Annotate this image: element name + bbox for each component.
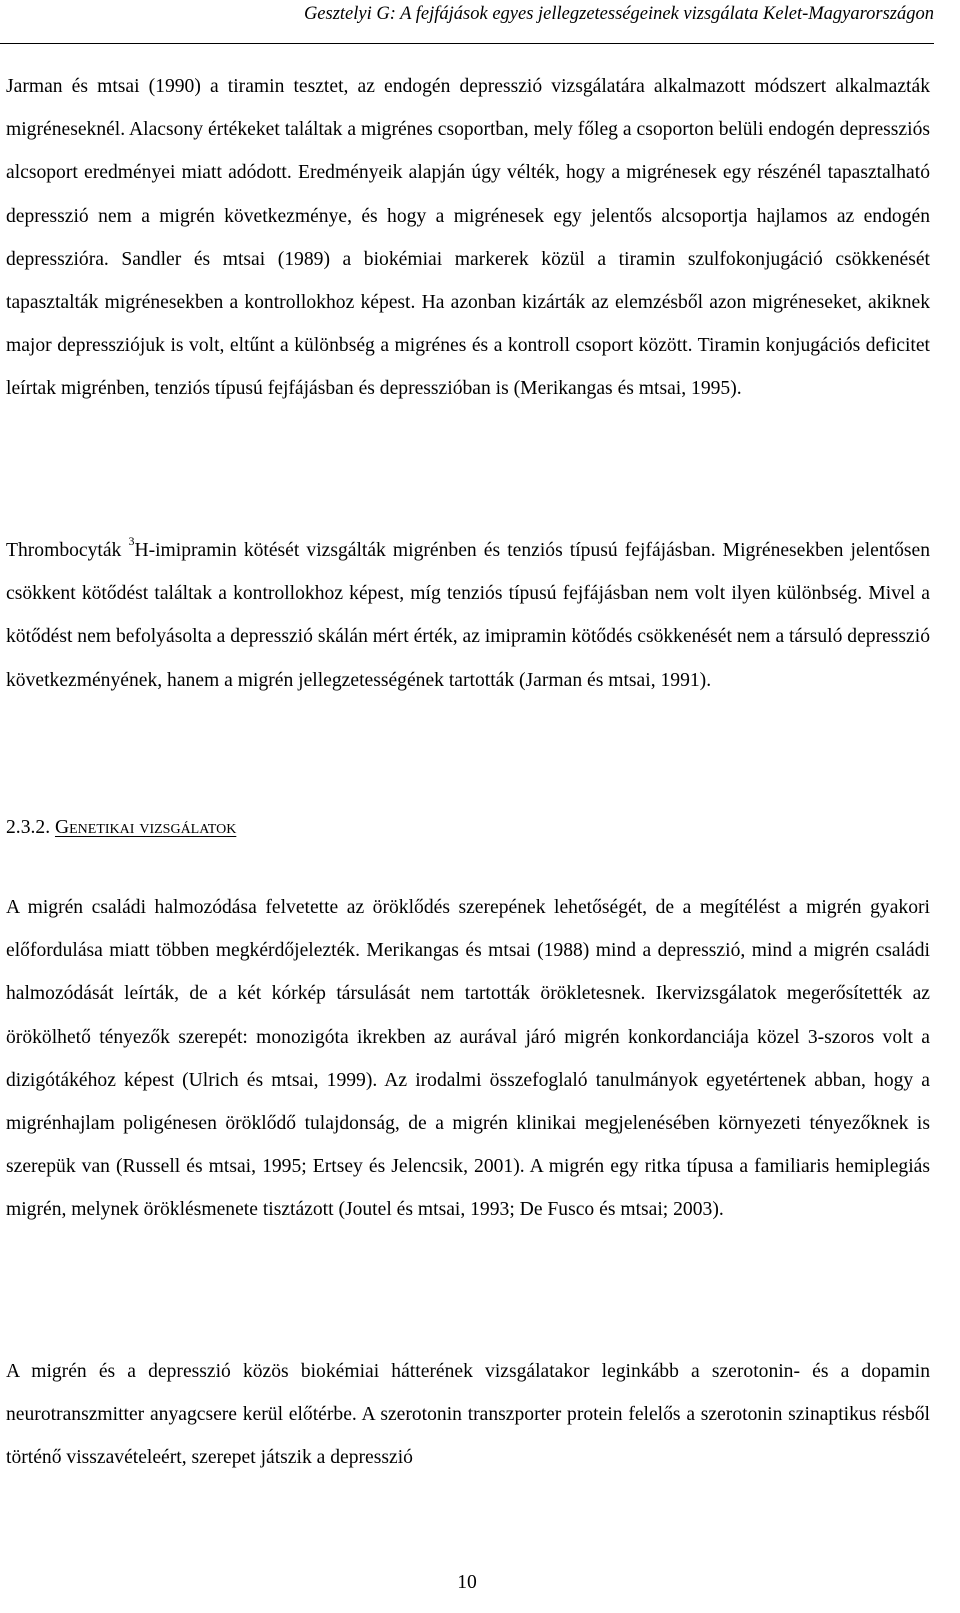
section-number: 2.3.2.	[6, 817, 55, 838]
section-heading	[6, 810, 236, 846]
paragraph-genetics: A migrén családi halmozódása felvetette az öröklődés szerepének lehetőségét, de a megítélést a migrén gyakori előfordulása miatt többen megkérdőjelezték. Merikangas és mtsai (1988) mind a depresszió, mind a migrén családi halmozódását leírták, de a két kórkép társulását nem tartották örökletesnek. Ikervizsgálatok megerősítették az örökölhető tényezők szerepét: monozigóta ikrekben az aurával járó migrén konkordanciája közel 3-szoros volt a dizigótákéhoz képest (Ulrich és mtsai, 1999). Az irodalmi összefoglaló tanulmányok egyetértenek abban, hogy a migrénhajlam poligénesen öröklődő tulajdonság, de a migrén klinikai megjelenésében környezeti tényezőknek is szerepük van (Russell és mtsai, 1995; Ertsey és Jelencsik, 2001). A migrén egy ritka típusa a familiaris hemiplegiás migrén, melynek öröklésmenete tisztázott (Joutel és mtsai, 1993; De Fusco és mtsai; 2003).	[6, 897, 930, 1221]
running-header	[0, 0, 934, 44]
isotope-superscript: 3	[128, 534, 135, 549]
paragraph-tyramine: Jarman és mtsai (1990) a tiramin tesztet, az endogén depresszió vizsgálatára alkalmazott módszert alkalmazták migréneseknél. Alacsony értékeket találtak a migrénes csoportban, mely főleg a csoporton belüli endogén depressziós alcsoport eredményei miatt adódott. Eredményeik alapján úgy vélték, hogy a migrénesek egy részénél tapasztalható depresszió nem a migrén következménye, és hogy a migrénesek egy jelentős alcsoportja hajlamos az endogén depresszióra. Sandler és mtsai (1989) a biokémiai markerek közül a tiramin szulfokonjugáció csökkenését tapasztalták migrénesekben a kontrollokhoz képest. Ha azonban kizárták az elemzésből azon migréneseket, akiknek major depressziójuk is volt, eltűnt a különbség a migrénes és a kontroll csoport között. Tiramin konjugációs deficitet leírtak migrénben, tenziós típusú fejfájásban és depresszióban is (Merikangas és mtsai, 1995).	[6, 76, 930, 400]
paragraph-imipramine	[6, 529, 930, 702]
paragraph-imipramine-rest: H-imipramin kötését vizsgálták migrénben és tenziós típusú fejfájásban. Migrénesekben jelentősen csökkent kötődést találtak a kontrollokhoz képest, míg tenziós típusú fejfájásban nem volt ilyen különbség. Mivel a kötődést nem befolyásolta a depresszió skálán mért érték, az imipramin kötődés csökkenését nem a társuló depresszió következményének, hanem a migrén jellegzetességének tartották (Jarman és mtsai, 1991).	[6, 540, 930, 691]
running-header-title: Gesztelyi G: A fejfájások egyes jellegzetességeinek vizsgálata Kelet-Magyarországon	[303, 4, 934, 24]
paragraph-biochemistry: A migrén és a depresszió közös biokémiai hátterének vizsgálatakor leginkább a szerotonin- és a dopamin neurotranszmitter anyagcsere kerül előtérbe. A szerotonin transzporter protein felelős a szerotonin szinaptikus résből történő visszavételeért, szerepet játszik a depresszió	[6, 1361, 930, 1469]
page-number: 10	[457, 1572, 477, 1593]
section-title: Genetikai vizsgálatok	[54, 817, 237, 838]
paragraph-imipramine-start: Thrombocyták	[6, 540, 129, 561]
